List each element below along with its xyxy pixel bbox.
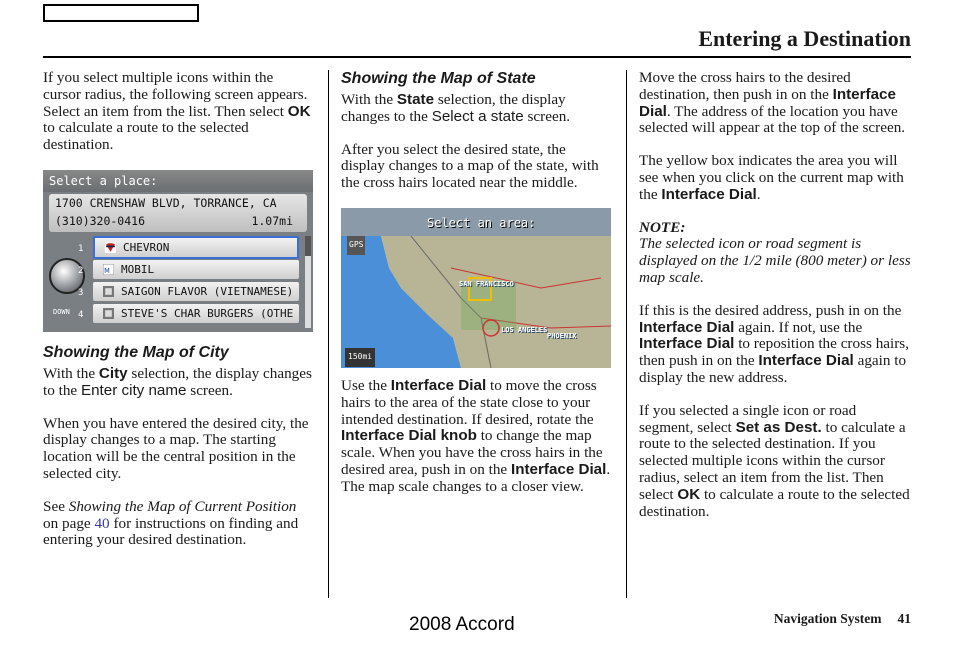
footer-section: Navigation System [773, 611, 882, 626]
paragraph: With the State selection, the display changes to the Select a state screen. [341, 91, 571, 125]
page-link[interactable]: 40 [94, 514, 110, 532]
map-label: SAN FRANCISCO [459, 279, 514, 288]
screen-heading: Select an area: [427, 215, 536, 230]
paragraph: Use the Interface Dial to move the cross hairs to the area of the state close to your intended destination. If desired, rotate the Interface Dial knob to change the map scale. When you have the cross hairs in the desired area, push in on the Interface Dial. The map scale changes to a closer view. [341, 376, 611, 495]
paragraph: If you select multiple icons within the cursor radius, the following screen appears. Select an item from the list. Then select OK to calculate a route to the selected destination. [43, 69, 311, 154]
paragraph: See Showing the Map of Current Position on page 40 for instructions on finding and entering your desired destination. [43, 497, 299, 549]
footer-page-info [774, 611, 911, 627]
svg-text:M: M [104, 266, 110, 275]
list-item[interactable]: 4 STEVE'S CHAR BURGERS (OTHE [87, 304, 299, 325]
state-map-screenshot [341, 208, 611, 368]
paragraph: Move the cross hairs to the desired destination, then push in on the Interface Dial. The address of the location you have selected will appear at the top of the screen. [639, 69, 906, 137]
paragraph: With the City selection, the display changes to the Enter city name screen. [43, 364, 312, 399]
header-rule [43, 56, 911, 58]
list-item[interactable]: 3 SAIGON FLAVOR (VIETNAMESE) [87, 282, 299, 303]
page-number: 41 [897, 611, 911, 626]
column-left [43, 70, 315, 565]
page-title: Entering a Destination [698, 26, 911, 51]
note-text: The selected icon or road segment is displayed on the 1/2 mile (800 meter) or less map scale. [639, 235, 911, 286]
gps-indicator: GPS [347, 236, 365, 255]
gas-station-icon [103, 264, 114, 275]
list-item[interactable]: 2 M MOBIL [87, 260, 299, 281]
address-text: 1700 CRENSHAW BLVD, TORRANCE, CA [55, 195, 277, 210]
column-right [639, 70, 911, 536]
map-label: LOS ANGELES [501, 325, 548, 334]
column-divider [328, 70, 329, 598]
section-heading: Showing the Map of State [341, 70, 536, 87]
distance-text: 1.07mi [251, 213, 293, 228]
place-list [78, 238, 299, 326]
map-scale-indicator: 150mi [345, 348, 375, 367]
address-panel [49, 194, 307, 232]
restaurant-icon [103, 308, 114, 319]
screen-heading: Select a place: [43, 170, 313, 192]
paragraph: After you select the desired state, the display changes to a map of the state, with the cross hairs located near the middle. [341, 140, 599, 192]
paragraph: The yellow box indicates the area you will see when you click on the current map with the Interface Dial. [639, 152, 904, 203]
note-heading: NOTE: [639, 218, 686, 236]
column-divider [626, 70, 627, 598]
column-middle [341, 70, 611, 512]
select-place-screenshot [43, 170, 313, 332]
gas-station-icon [105, 242, 116, 253]
list-item[interactable]: 1 CHEVRON [87, 238, 299, 259]
footer-model: 2008 Accord [409, 614, 515, 635]
section-heading: Showing the Map of City [43, 343, 229, 361]
paragraph: When you have entered the desired city, the display changes to a map. The starting location will be the central position in the selected city. [43, 414, 309, 482]
phone-text: (310)320-0416 [55, 213, 146, 228]
restaurant-icon [103, 286, 114, 297]
down-label: DOWN [53, 307, 70, 316]
section-tab-box [43, 4, 199, 22]
paragraph: If you selected a single icon or road segment, select Set as Dest. to calculate a route to the selected destination. If you selected multiple icons within the cursor radius, select an item from the list. Then select OK to calculate a route to the selected destination. [639, 401, 910, 520]
map-label: PHOENIX [547, 331, 577, 340]
paragraph: If this is the desired address, push in on the Interface Dial again. If not, use the Interface Dial to reposition the cross hairs, then push in on the Interface Dial again to display the new address. [639, 301, 910, 386]
scrollbar[interactable] [305, 236, 311, 328]
